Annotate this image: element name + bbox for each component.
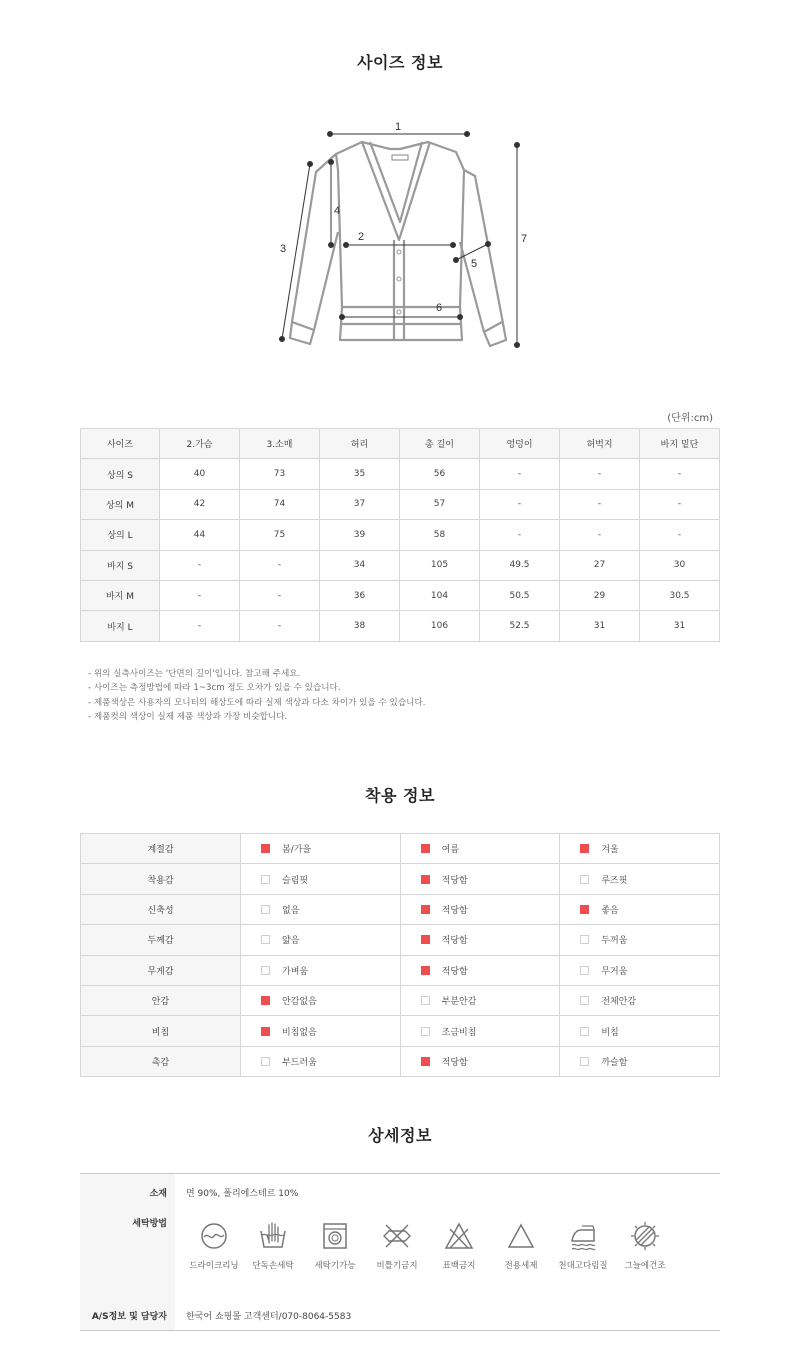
fit-option-label: 루즈핏 xyxy=(601,875,628,886)
care-item xyxy=(428,1221,490,1271)
fit-option-label: 적당함 xyxy=(441,1057,468,1068)
care-label: 전용세제 xyxy=(504,1261,538,1271)
row-label: 바지 L xyxy=(81,611,160,641)
fit-row-thickness xyxy=(81,925,720,955)
care-label: 단독손세탁 xyxy=(252,1261,294,1271)
fit-option xyxy=(241,864,401,894)
checkbox-icon xyxy=(580,905,589,914)
row-label: 상의 M xyxy=(81,489,160,519)
fit-option xyxy=(241,985,401,1015)
fit-row-lining xyxy=(81,985,720,1015)
checkbox-icon xyxy=(421,905,430,914)
wash-label: 세탁방법 xyxy=(132,1219,167,1229)
table-cell: - xyxy=(640,520,720,550)
checkbox-icon xyxy=(421,996,430,1005)
detail-info-table xyxy=(80,1173,720,1331)
checkbox-icon xyxy=(261,905,270,914)
table-row xyxy=(81,580,720,610)
table-cell: 38 xyxy=(320,611,400,641)
checkbox-icon xyxy=(261,996,270,1005)
checkbox-icon xyxy=(421,1027,430,1036)
row-label: 상의 L xyxy=(81,520,160,550)
fit-option xyxy=(400,955,560,985)
table-cell: 73 xyxy=(240,459,320,489)
fit-option-label: 슬림핏 xyxy=(282,875,309,886)
fit-option-label: 얇음 xyxy=(282,936,300,947)
fit-option-label: 두꺼움 xyxy=(601,936,628,947)
size-section-title: 사이즈 정보 xyxy=(357,53,443,72)
fit-option xyxy=(400,925,560,955)
fit-option xyxy=(560,925,720,955)
checkbox-icon xyxy=(580,996,589,1005)
fit-option xyxy=(560,864,720,894)
table-cell: - xyxy=(560,489,640,519)
care-label: 드라이크리닝 xyxy=(189,1261,239,1271)
table-cell: 31 xyxy=(560,611,640,641)
care-label: 표백금지 xyxy=(442,1261,476,1271)
no-bleach-icon xyxy=(444,1221,474,1251)
dry-clean-icon xyxy=(199,1221,229,1251)
fit-option-label: 적당함 xyxy=(441,875,468,886)
header-cell: 사이즈 xyxy=(81,429,160,459)
fit-option xyxy=(400,864,560,894)
hand-wash-icon xyxy=(258,1221,288,1251)
note-line: - 사이즈는 측정방법에 따라 1~3cm 정도 오차가 있을 수 있습니다. xyxy=(88,683,341,694)
table-cell: 42 xyxy=(160,489,240,519)
table-cell: - xyxy=(560,520,640,550)
fit-option-label: 여름 xyxy=(441,845,460,856)
checkbox-icon xyxy=(580,966,589,975)
fit-option-label: 적당함 xyxy=(441,966,468,977)
checkbox-icon xyxy=(421,966,430,975)
care-item xyxy=(552,1221,614,1271)
fit-option xyxy=(241,834,401,864)
diagram-label-7: 7 xyxy=(521,233,528,245)
neutral-detergent-icon xyxy=(506,1221,536,1251)
table-cell: 75 xyxy=(240,520,320,550)
header-cell: 총 길이 xyxy=(400,429,480,459)
fit-option xyxy=(241,955,401,985)
fit-option xyxy=(400,985,560,1015)
header-cell: 허벅지 xyxy=(560,429,640,459)
fit-option xyxy=(560,834,720,864)
as-info-label: A/S정보 및 담당자 xyxy=(91,1312,167,1322)
table-cell: 50.5 xyxy=(480,580,560,610)
care-label: 천대고다림질 xyxy=(558,1261,608,1271)
table-cell: 105 xyxy=(400,550,480,580)
diagram-label-5: 5 xyxy=(471,258,478,270)
as-info-value: 한국어 쇼핑몰 고객센터/070-8064-5583 xyxy=(186,1312,352,1322)
fit-section-title: 착용 정보 xyxy=(365,786,435,805)
checkbox-icon xyxy=(421,844,430,853)
header-cell: 3.소매 xyxy=(240,429,320,459)
fit-option xyxy=(241,925,401,955)
table-cell: 58 xyxy=(400,520,480,550)
row-label: 바지 M xyxy=(81,580,160,610)
care-item xyxy=(490,1221,552,1271)
fit-option-label: 적당함 xyxy=(441,936,468,947)
checkbox-icon xyxy=(261,1057,270,1066)
no-wring-icon xyxy=(382,1221,412,1251)
unit-note: (단위:cm) xyxy=(667,413,713,424)
fit-option-label: 비침없음 xyxy=(282,1027,317,1038)
fit-row-label: 무게감 xyxy=(81,955,241,985)
table-cell: 44 xyxy=(160,520,240,550)
fit-option-label: 안감없음 xyxy=(282,997,317,1008)
table-cell: 31 xyxy=(640,611,720,641)
checkbox-icon xyxy=(261,966,270,975)
diagram-label-1: 1 xyxy=(395,121,402,133)
machine-wash-icon xyxy=(320,1221,350,1251)
table-cell: 30 xyxy=(640,550,720,580)
fit-option xyxy=(400,1016,560,1046)
iron-with-cloth-icon xyxy=(568,1221,598,1251)
diagram-label-6: 6 xyxy=(436,302,443,314)
table-cell: 34 xyxy=(320,550,400,580)
header-cell: 바지 밑단 xyxy=(640,429,720,459)
diagram-label-4: 4 xyxy=(334,205,341,217)
checkbox-icon xyxy=(580,844,589,853)
fit-row-label: 계절감 xyxy=(81,834,241,864)
table-row xyxy=(81,459,720,489)
care-item xyxy=(614,1221,676,1271)
table-cell: 104 xyxy=(400,580,480,610)
fit-option-label: 조금비침 xyxy=(441,1027,477,1038)
checkbox-icon xyxy=(580,1057,589,1066)
fit-row-weight xyxy=(81,955,720,985)
note-line: - 위의 실측사이즈는 '단면의 길이'입니다. 참고해 주세요. xyxy=(88,669,301,679)
care-icons xyxy=(180,1221,680,1281)
fit-row-label: 신축성 xyxy=(81,894,241,924)
fit-option-label: 적당함 xyxy=(441,905,468,916)
header-cell: 2.가슴 xyxy=(160,429,240,459)
fit-option xyxy=(241,894,401,924)
checkbox-icon xyxy=(261,875,270,884)
shade-dry-icon xyxy=(630,1221,660,1251)
table-row xyxy=(81,550,720,580)
checkbox-icon xyxy=(580,935,589,944)
checkbox-icon xyxy=(421,935,430,944)
table-cell: 52.5 xyxy=(480,611,560,641)
fit-option-label: 부분안감 xyxy=(441,997,477,1008)
table-cell: 40 xyxy=(160,459,240,489)
checkbox-icon xyxy=(261,935,270,944)
fit-option xyxy=(560,1016,720,1046)
fit-option xyxy=(560,955,720,985)
table-cell: - xyxy=(240,550,320,580)
table-cell: 106 xyxy=(400,611,480,641)
row-label: 상의 S xyxy=(81,459,160,489)
fit-option-label: 없음 xyxy=(282,905,300,916)
care-label: 그늘에건조 xyxy=(624,1261,666,1271)
table-cell: 27 xyxy=(560,550,640,580)
table-cell: - xyxy=(640,489,720,519)
fit-option xyxy=(560,1046,720,1076)
fit-option-label: 무거움 xyxy=(601,966,628,977)
size-table-header xyxy=(81,429,720,459)
table-row xyxy=(81,520,720,550)
table-cell: 37 xyxy=(320,489,400,519)
table-cell: - xyxy=(640,459,720,489)
table-cell: - xyxy=(480,489,560,519)
fit-row-label: 촉감 xyxy=(81,1046,241,1076)
fit-option xyxy=(560,894,720,924)
care-label: 세탁기가능 xyxy=(314,1261,356,1271)
size-notes xyxy=(88,667,425,724)
fit-row-label: 비침 xyxy=(81,1016,241,1046)
fit-info-table xyxy=(80,833,720,1077)
row-label: 바지 S xyxy=(81,550,160,580)
fit-option-label: 봄/가을 xyxy=(282,845,312,856)
fit-option-label: 좋음 xyxy=(601,905,619,916)
fit-option xyxy=(400,894,560,924)
table-cell: - xyxy=(160,580,240,610)
material-label: 소재 xyxy=(149,1189,167,1199)
fit-option-label: 비침 xyxy=(601,1027,619,1038)
fit-option-label: 전체안감 xyxy=(601,997,637,1008)
table-cell: 39 xyxy=(320,520,400,550)
fit-option-label: 가벼움 xyxy=(282,966,309,977)
table-cell: - xyxy=(160,550,240,580)
care-item xyxy=(183,1221,245,1271)
size-table xyxy=(80,428,720,642)
fit-option xyxy=(400,1046,560,1076)
checkbox-icon xyxy=(421,875,430,884)
fit-row-sheer xyxy=(81,1016,720,1046)
table-cell: 35 xyxy=(320,459,400,489)
table-cell: - xyxy=(240,580,320,610)
detail-section-title: 상세정보 xyxy=(368,1126,432,1145)
material-value: 면 90%, 폴리에스테르 10% xyxy=(186,1189,299,1199)
care-item xyxy=(304,1221,366,1271)
table-row xyxy=(81,611,720,641)
fit-row-fit xyxy=(81,864,720,894)
checkbox-icon xyxy=(261,1027,270,1036)
fit-option-label: 부드러움 xyxy=(282,1057,317,1068)
header-cell: 허리 xyxy=(320,429,400,459)
care-item xyxy=(242,1221,304,1271)
care-label: 비틀기금지 xyxy=(376,1261,418,1271)
fit-row-label: 안감 xyxy=(81,985,241,1015)
table-cell: - xyxy=(480,459,560,489)
fit-row-stretch xyxy=(81,894,720,924)
fit-option xyxy=(241,1046,401,1076)
note-line: - 제품색상은 사용자의 모니터의 해상도에 따라 실제 색상과 다소 차이가 있을 수 있습니다. xyxy=(88,697,426,708)
checkbox-icon xyxy=(580,875,589,884)
table-cell: 56 xyxy=(400,459,480,489)
table-cell: - xyxy=(240,611,320,641)
table-cell: - xyxy=(160,611,240,641)
table-cell: - xyxy=(480,520,560,550)
table-cell: - xyxy=(560,459,640,489)
table-cell: 74 xyxy=(240,489,320,519)
fit-row-season xyxy=(81,834,720,864)
checkbox-icon xyxy=(580,1027,589,1036)
table-cell: 49.5 xyxy=(480,550,560,580)
checkbox-icon xyxy=(261,844,270,853)
table-cell: 30.5 xyxy=(640,580,720,610)
fit-option xyxy=(400,834,560,864)
table-cell: 57 xyxy=(400,489,480,519)
table-row xyxy=(81,489,720,519)
fit-option xyxy=(241,1016,401,1046)
fit-row-texture xyxy=(81,1046,720,1076)
header-cell: 엉덩이 xyxy=(480,429,560,459)
care-item xyxy=(366,1221,428,1271)
fit-option xyxy=(560,985,720,1015)
diagram-label-2: 2 xyxy=(358,231,365,243)
fit-row-label: 착용감 xyxy=(81,864,241,894)
checkbox-icon xyxy=(421,1057,430,1066)
table-cell: 36 xyxy=(320,580,400,610)
cardigan-measurement-diagram xyxy=(270,112,540,356)
note-line: - 제품컷의 색상이 실제 제품 색상과 가장 비슷합니다. xyxy=(88,711,288,722)
table-cell: 29 xyxy=(560,580,640,610)
diagram-label-3: 3 xyxy=(280,243,287,255)
fit-option-label: 겨울 xyxy=(601,845,619,856)
fit-row-label: 두께감 xyxy=(81,925,241,955)
fit-option-label: 까슬함 xyxy=(601,1057,628,1068)
